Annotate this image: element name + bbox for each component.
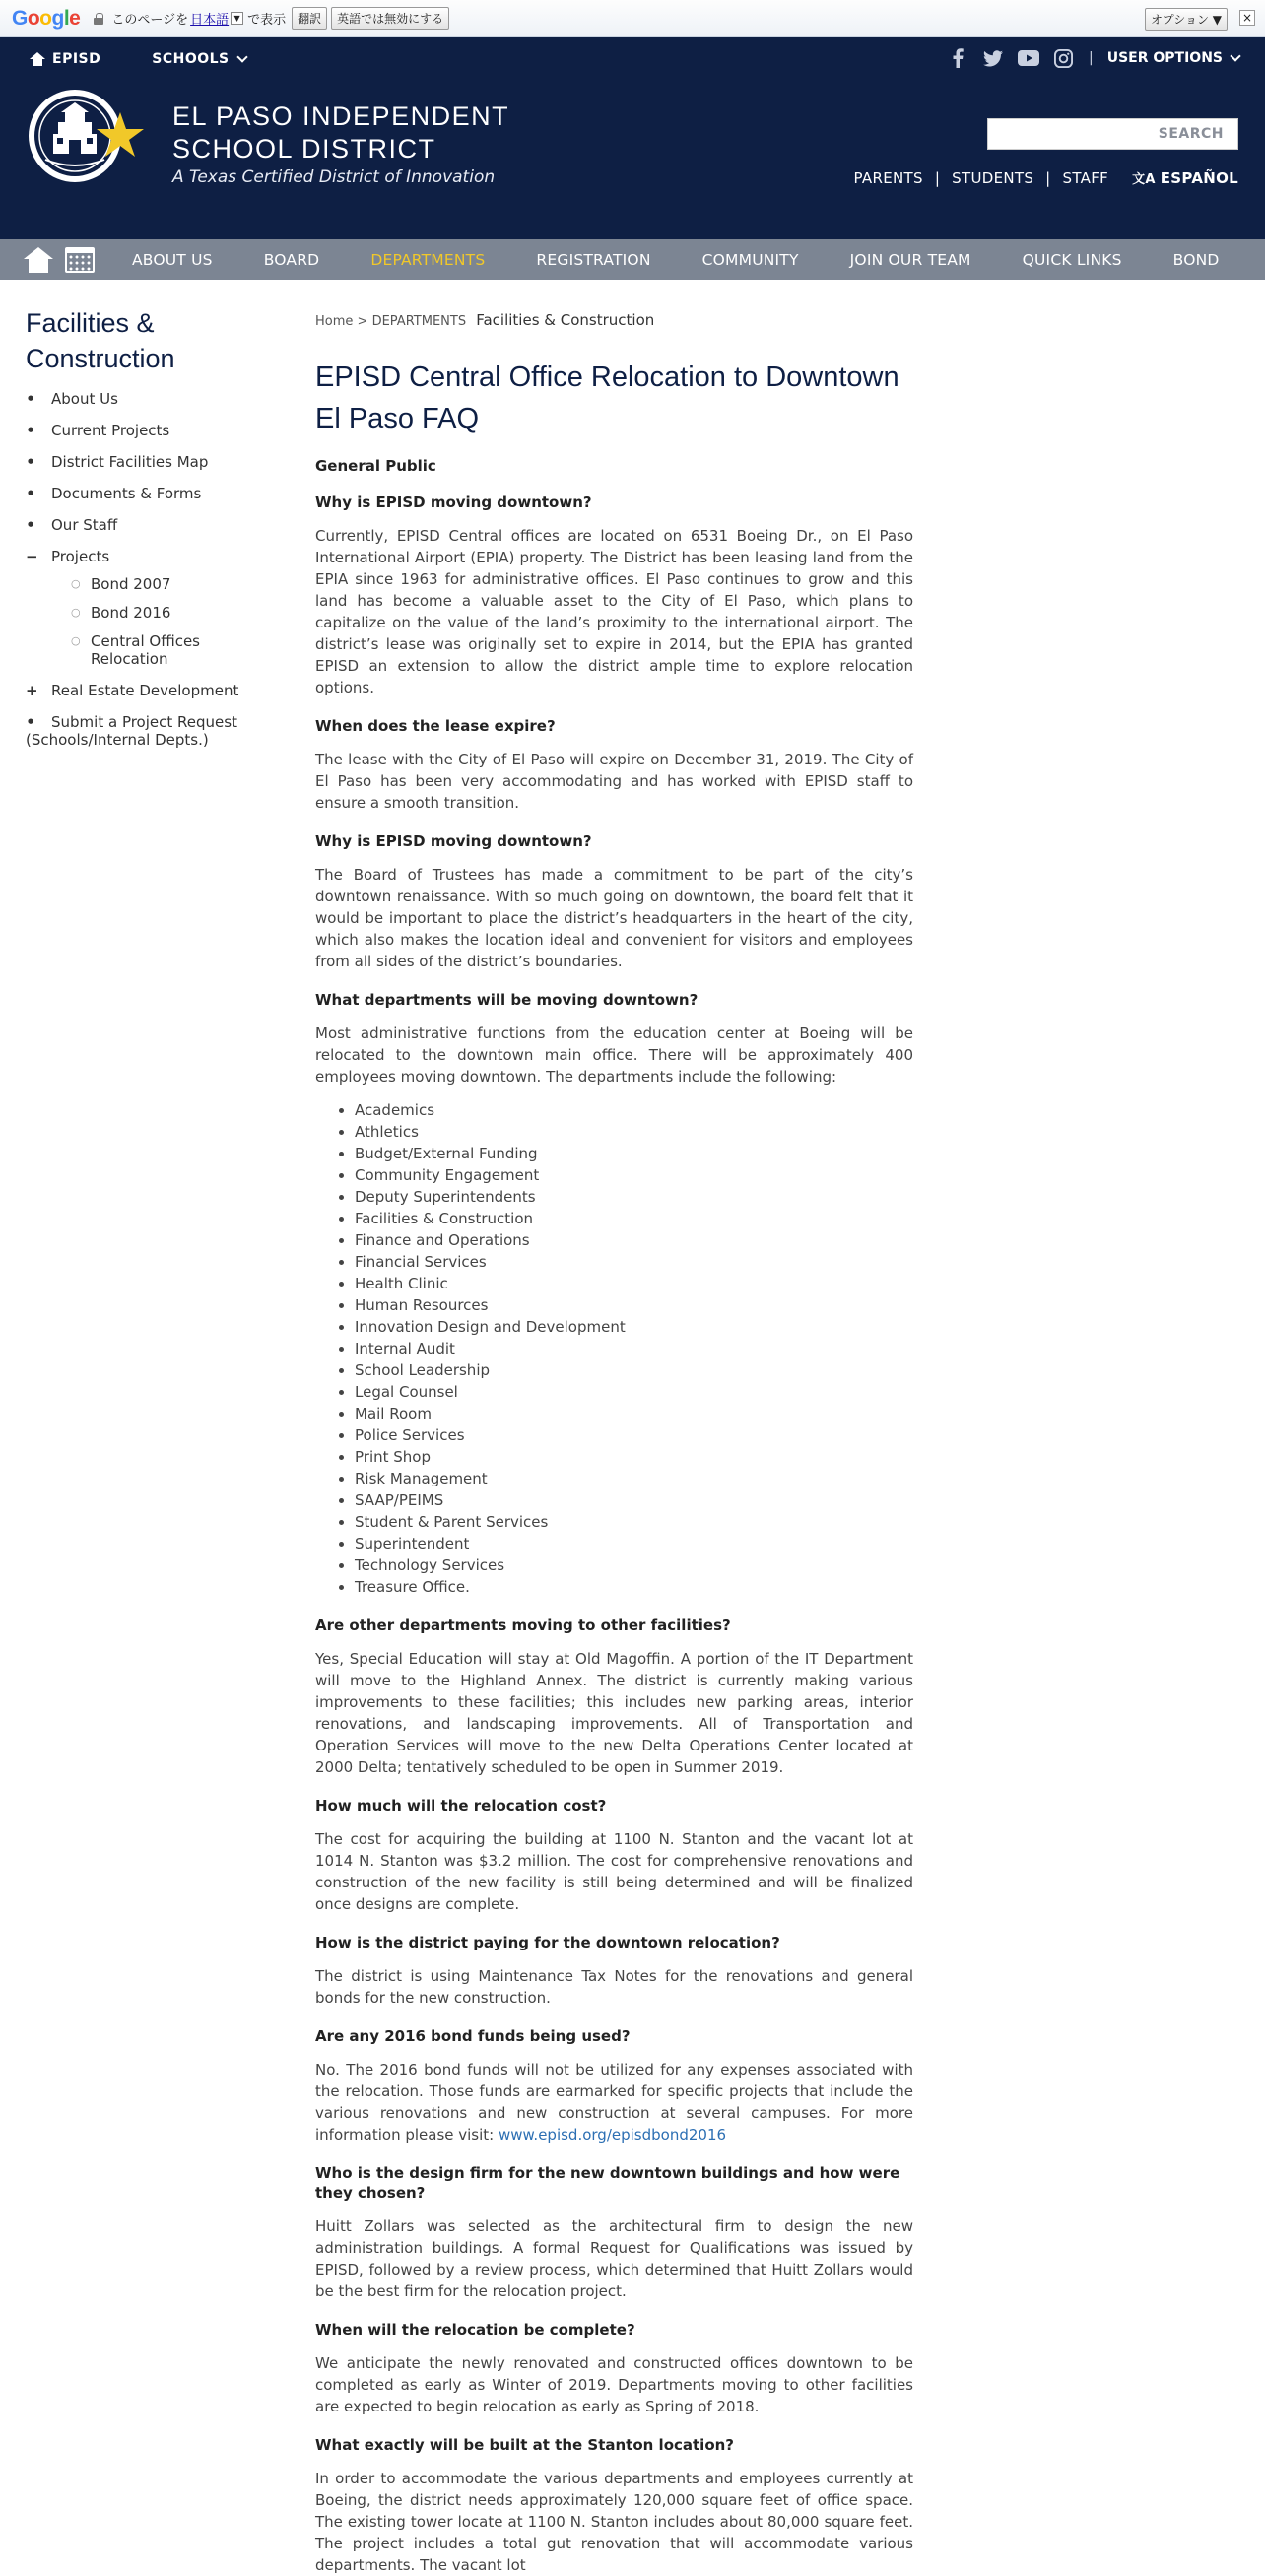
espanol-link[interactable]	[1132, 168, 1238, 187]
departments-list	[355, 1099, 913, 1598]
faq-question: Are any 2016 bond funds being used?	[315, 2027, 631, 2045]
projects-sublist	[51, 575, 277, 668]
chevron-down-icon	[1230, 50, 1240, 61]
facebook-icon[interactable]	[947, 47, 968, 69]
staff-link[interactable]: STAFF	[1062, 168, 1109, 187]
sidebar-subitem-central-offices[interactable]: ○ Central Offices Relocation	[71, 632, 200, 668]
breadcrumb-departments[interactable]: DEPARTMENTS	[371, 314, 467, 329]
translate-language-link[interactable]: 日本語	[190, 13, 230, 28]
faq-question: Who is the design firm for the new downtown buildings and how were they chosen?	[315, 2164, 900, 2202]
translate-bar	[0, 0, 1265, 37]
list-item: • Financial Services	[355, 1251, 913, 1273]
search-button[interactable]: SEARCH	[1158, 126, 1224, 142]
faq-question: When will the relocation be complete?	[315, 2321, 635, 2339]
list-item: • Human Resources	[355, 1294, 913, 1316]
faq-answer: The cost for acquiring the building at 1100 N. Stanton and the vacant lot at 1014 N. Stanton was $3.2 million. The cost for comprehensive renovations and construction of the new facility is still being determined and will be finalized once designs are complete.	[315, 1830, 913, 1913]
language-dropdown-icon[interactable]: ▼	[231, 12, 243, 25]
section-heading: General Public	[315, 457, 436, 475]
sidebar-item-real-estate[interactable]: + Real Estate Development	[26, 682, 239, 699]
site-header	[0, 37, 1265, 239]
bond-2016-link[interactable]: www.episd.org/episdbond2016	[499, 2126, 727, 2144]
faq-answer: Yes, Special Education will stay at Old Magoffin. A portion of the IT Department will move to the Highland Annex. The district is currently making various improvements to these facilities; this includes new parking areas, interior renovations, and landscaping improvements. All of Transportation and Operation Services will move to the new Delta Operations Center located at 2000 Delta; tentatively scheduled to be open in Summer 2019.	[315, 1650, 913, 1776]
twitter-icon[interactable]	[982, 47, 1004, 69]
sidebar-item-project-request[interactable]: • Submit a Project Request (Schools/Internal Depts.)	[26, 713, 237, 749]
list-item: • Academics	[355, 1099, 913, 1121]
faq-question: What exactly will be built at the Stanton location?	[315, 2436, 735, 2454]
faq-answer: The district is using Maintenance Tax Notes for the renovations and general bonds for the new construction.	[315, 1967, 913, 2007]
calendar-icon[interactable]	[65, 247, 95, 273]
breadcrumb-current: Facilities & Construction	[476, 311, 655, 329]
list-item: • SAAP/PEIMS	[355, 1489, 913, 1511]
list-item: • Superintendent	[355, 1533, 913, 1554]
list-item: • Deputy Superintendents	[355, 1186, 913, 1208]
instagram-icon[interactable]	[1053, 47, 1075, 69]
sidebar-item-about-us[interactable]: • About Us	[26, 390, 118, 408]
faq-question: Are other departments moving to other facilities?	[315, 1617, 731, 1634]
sidebar-subitem-bond-2007[interactable]: ○ Bond 2007	[71, 575, 171, 593]
nav-community[interactable]: COMMUNITY	[701, 250, 799, 269]
home-icon[interactable]	[30, 52, 45, 66]
nav-about-us[interactable]: ABOUT US	[132, 250, 213, 269]
espanol-label: ESPAÑOL	[1160, 168, 1238, 187]
nav-registration[interactable]: REGISTRATION	[536, 250, 651, 269]
translate-prefix: このページを	[111, 13, 189, 28]
nav-board[interactable]: BOARD	[263, 250, 320, 269]
lock-icon	[94, 13, 103, 24]
translate-options-button[interactable]: オプション ▼	[1145, 8, 1228, 31]
district-name[interactable]	[172, 100, 509, 165]
main-nav	[0, 239, 1265, 280]
separator: |	[1045, 168, 1051, 187]
district-tagline: A Texas Certified District of Innovation	[172, 167, 496, 187]
schools-dropdown[interactable]	[152, 51, 245, 67]
sidebar-item-our-staff[interactable]: • Our Staff	[26, 516, 118, 534]
translate-button[interactable]: 翻訳	[292, 7, 327, 30]
faq-answer: In order to accommodate the various departments and employees currently at Boeing, the district needs approximately 120,000 square feet of office space. The existing tower locate at 1100 N. Stanton includes about 80,000 square feet. The project includes a total gut renovation that will accommodate various departments. The vacant lot	[315, 2470, 913, 2574]
search-input[interactable]	[987, 118, 1238, 150]
home-icon[interactable]	[24, 247, 53, 273]
close-translate-icon[interactable]: ×	[1239, 10, 1255, 26]
list-item: • Risk Management	[355, 1468, 913, 1489]
faq-answer: Huitt Zollars was selected as the architectural firm to design the new administration buildings. A formal Request for Qualifications was issued by EPISD, followed by a review process, which determined that Huitt Zollars would be the best firm for the relocation project.	[315, 2217, 913, 2300]
district-name-line1: EL PASO INDEPENDENT	[172, 101, 510, 131]
nav-departments[interactable]: DEPARTMENTS	[370, 250, 486, 269]
sidebar-item-current-projects[interactable]: • Current Projects	[26, 422, 170, 439]
parents-link[interactable]: PARENTS	[853, 168, 923, 187]
list-item: • Print Shop	[355, 1446, 913, 1468]
faq-question: How much will the relocation cost?	[315, 1797, 607, 1815]
main-content	[315, 311, 913, 2576]
page-title: EPISD Central Office Relocation to Downtown El Paso FAQ	[315, 362, 899, 434]
sidebar-item-facilities-map[interactable]: • District Facilities Map	[26, 453, 209, 471]
top-nav-right	[933, 47, 1239, 69]
separator: |	[934, 168, 941, 187]
sidebar-subitem-bond-2016[interactable]: ○ Bond 2016	[71, 604, 171, 622]
list-item: • Technology Services	[355, 1554, 913, 1576]
faq-answer: Currently, EPISD Central offices are located on 6531 Boeing Dr., on El Paso International Airport (EPIA) property. The District has been leasing land from the EPIA since 1963 for administrative offices. El Paso continues to grow and this land has become a valuable asset to the City of El Paso, which plans to capitalize on the value of the land’s proximity to the international airport. The district’s lease was originally set to expire in 2014, but the EPIA has granted EPISD an extension to allow the district ample time to explore relocation options.	[315, 527, 913, 696]
breadcrumb-separator: >	[357, 314, 368, 329]
separator: |	[1088, 50, 1094, 66]
list-item: • Student & Parent Services	[355, 1511, 913, 1533]
sidebar-item-documents-forms[interactable]: • Documents & Forms	[26, 485, 202, 502]
faq-question: Why is EPISD moving downtown?	[315, 832, 592, 850]
list-item: • Finance and Operations	[355, 1229, 913, 1251]
episd-logo[interactable]	[26, 87, 146, 185]
user-options-label: USER OPTIONS	[1106, 50, 1223, 66]
faq-question: How is the district paying for the downtown relocation?	[315, 1934, 780, 1951]
list-item: • Facilities & Construction	[355, 1208, 913, 1229]
breadcrumb	[315, 311, 913, 329]
top-nav-left	[30, 51, 246, 67]
sidebar-title: Facilities & Construction	[26, 308, 175, 373]
audience-links	[854, 168, 1238, 187]
nav-bond[interactable]: BOND	[1172, 250, 1220, 269]
list-item: • Budget/External Funding	[355, 1143, 913, 1164]
translate-icon: 文A	[1132, 172, 1156, 187]
list-item: • School Leadership	[355, 1359, 913, 1381]
faq-answer: We anticipate the newly renovated and constructed offices downtown to be completed as early as Winter of 2019. Departments moving to other facilities are expected to begin relocation as early as Spring of 2018.	[315, 2354, 913, 2415]
list-item: • Health Clinic	[355, 1273, 913, 1294]
episd-home-link[interactable]: EPISD	[52, 51, 101, 67]
faq-answer: Most administrative functions from the education center at Boeing will be relocated to the downtown main office. There will be approximately 400 employees moving downtown. The departments include the following:	[315, 1024, 913, 1086]
schools-label: SCHOOLS	[152, 51, 230, 67]
faq-answer: The Board of Trustees has made a commitment to be part of the city’s downtown renaissance. With so much going on downtown, the board felt that it would be important to place the district’s headquarters in the heart of the city, which also makes the location ideal and convenient for visitors and employees from all sides of the district’s boundaries.	[315, 866, 913, 970]
sidebar	[26, 305, 277, 762]
faq-answer: The lease with the City of El Paso will expire on December 31, 2019. The City of El Paso has been very accommodating and has worked with EPISD staff to ensure a smooth transition.	[315, 751, 913, 812]
district-name-line2: SCHOOL DISTRICT	[172, 134, 436, 164]
nav-quick-links[interactable]: QUICK LINKS	[1022, 250, 1122, 269]
collapse-icon[interactable]: −	[26, 548, 38, 565]
sidebar-list	[26, 390, 277, 749]
list-item: • Athletics	[355, 1121, 913, 1143]
list-item: • Mail Room	[355, 1403, 913, 1424]
faq-question: What departments will be moving downtown?	[315, 991, 699, 1009]
faq-answer: No. The 2016 bond funds will not be utilized for any expenses associated with the relocation. Those funds are earmarked for specific projects that include the various renovations and new construction at several campuses. For more information please visit: www.episd.org/episdbond2016	[315, 2061, 913, 2144]
youtube-icon[interactable]	[1018, 47, 1039, 69]
sidebar-item-projects[interactable]: − Projects ○ Bond 2007 ○ Bond 2016 ○ Central Offices Relocation	[26, 548, 277, 668]
disable-translate-button[interactable]: 英語では無効にする	[331, 7, 449, 30]
expand-icon[interactable]: +	[26, 682, 38, 699]
breadcrumb-home[interactable]: Home	[315, 314, 354, 329]
translate-suffix: で表示	[247, 13, 287, 28]
list-item: • Police Services	[355, 1424, 913, 1446]
chevron-down-icon	[236, 51, 247, 62]
list-item: • Legal Counsel	[355, 1381, 913, 1403]
list-item: • Treasure Office.	[355, 1576, 913, 1598]
list-item: • Community Engagement	[355, 1164, 913, 1186]
list-item: • Innovation Design and Development	[355, 1316, 913, 1338]
faq-question: Why is EPISD moving downtown?	[315, 494, 592, 511]
nav-join-our-team[interactable]: JOIN OUR TEAM	[849, 250, 971, 269]
user-options-dropdown[interactable]	[1107, 50, 1239, 66]
faq-question: When does the lease expire?	[315, 717, 556, 735]
students-link[interactable]: STUDENTS	[952, 168, 1034, 187]
google-logo: Google	[12, 6, 81, 30]
list-item: • Internal Audit	[355, 1338, 913, 1359]
